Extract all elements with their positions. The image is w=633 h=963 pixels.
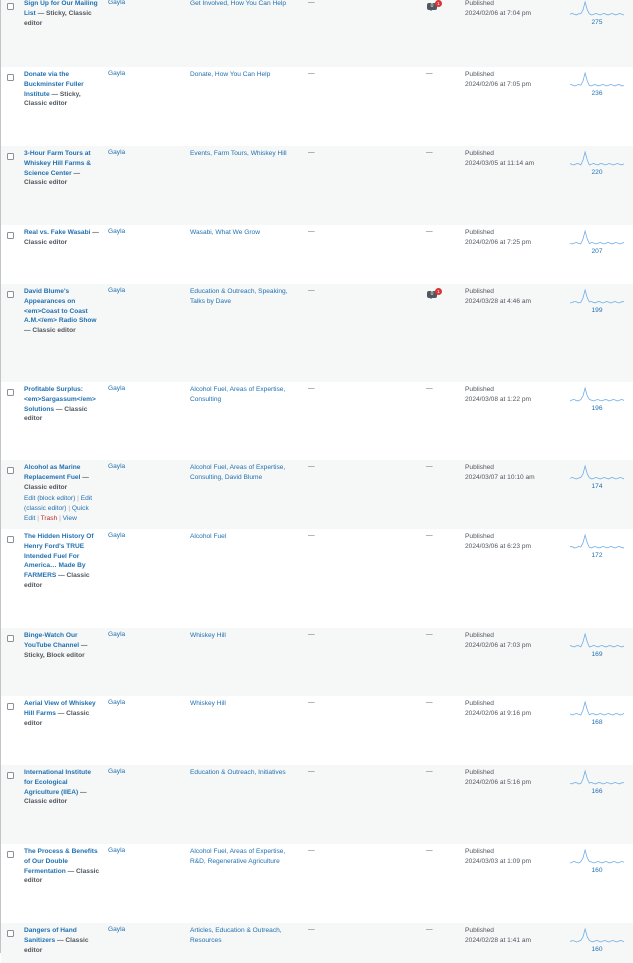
views-count-link[interactable]: 169 xyxy=(591,651,603,658)
pending-comments-badge[interactable]: 1 xyxy=(435,288,442,295)
trash-link[interactable]: Trash xyxy=(40,515,58,523)
row-checkbox[interactable] xyxy=(7,467,14,474)
views-count-link[interactable]: 160 xyxy=(591,867,603,874)
table-row xyxy=(1,225,633,284)
table-row xyxy=(1,460,633,529)
post-date: 2024/02/06 at 9:16 pm xyxy=(465,709,531,717)
post-status: Published xyxy=(465,632,494,639)
post-date: 2024/02/06 at 7:04 pm xyxy=(465,9,531,17)
sparkline-line xyxy=(570,466,624,479)
post-state: — Sticky, Classic editor xyxy=(24,90,81,108)
table-row xyxy=(1,146,633,225)
tags-cell: — xyxy=(308,0,315,6)
post-status: Published xyxy=(465,848,494,855)
table-row xyxy=(1,696,633,765)
post-state: — Classic editor xyxy=(24,572,90,589)
date-cell xyxy=(465,70,531,90)
author-link[interactable]: Gayla xyxy=(108,0,126,6)
author-link[interactable]: Gayla xyxy=(108,463,126,470)
views-sparkline-icon xyxy=(570,0,624,18)
comments-cell: — xyxy=(426,847,433,854)
comments-cell: — xyxy=(426,463,433,470)
edit-block-editor-link[interactable]: Edit (block editor) xyxy=(24,495,76,503)
post-status: Published xyxy=(465,150,494,157)
categories-cell[interactable]: Whiskey Hill xyxy=(190,700,226,707)
categories-cell[interactable]: Articles, Education & Outreach, Resources xyxy=(190,927,282,944)
author-link[interactable]: Gayla xyxy=(108,699,126,706)
sparkline-line xyxy=(570,702,624,715)
comments-cell: — xyxy=(426,926,433,933)
date-cell xyxy=(465,532,531,552)
table-row xyxy=(1,67,633,146)
views-cell[interactable] xyxy=(570,288,624,314)
views-sparkline-icon xyxy=(570,71,624,89)
comments-cell: — xyxy=(426,631,433,638)
date-cell xyxy=(465,228,531,248)
sparkline-line xyxy=(570,2,624,15)
row-checkbox[interactable] xyxy=(7,930,14,937)
post-date: 2024/02/06 at 7:05 pm xyxy=(465,80,531,88)
row-checkbox[interactable] xyxy=(7,153,14,160)
author-link[interactable]: Gayla xyxy=(108,385,126,392)
views-cell[interactable] xyxy=(570,848,624,874)
tags-cell: — xyxy=(308,532,315,539)
post-title-cell xyxy=(24,385,100,424)
views-cell[interactable] xyxy=(570,632,624,658)
author-link[interactable]: Gayla xyxy=(108,70,126,77)
post-title-link[interactable]: Dangers of Hand Sanitizers xyxy=(24,927,77,944)
date-cell xyxy=(465,287,531,307)
post-date: 2024/03/05 at 11:14 am xyxy=(465,159,535,167)
views-cell[interactable] xyxy=(570,229,624,255)
views-cell[interactable] xyxy=(570,769,624,795)
categories-cell[interactable]: Get Involved, How You Can Help xyxy=(190,0,287,7)
post-title-cell xyxy=(24,463,100,524)
categories-cell[interactable]: Whiskey Hill xyxy=(190,632,226,639)
views-sparkline-icon xyxy=(570,927,624,945)
row-actions xyxy=(24,494,100,524)
post-title-link[interactable]: Alcohol as Marine Replacement Fuel xyxy=(24,464,81,481)
comments-cell: — xyxy=(426,385,433,392)
post-state: — Sticky, Block editor xyxy=(24,641,88,659)
tags-cell: — xyxy=(308,699,315,706)
date-cell xyxy=(465,847,531,867)
post-state: — Classic editor xyxy=(24,405,88,423)
post-status: Published xyxy=(465,927,494,934)
views-count-link[interactable]: 168 xyxy=(591,719,603,726)
categories-cell[interactable]: Donate, How You Can Help xyxy=(190,71,271,78)
tags-cell: — xyxy=(308,847,315,854)
sparkline-line xyxy=(570,290,624,303)
date-cell xyxy=(465,768,531,788)
views-sparkline-icon xyxy=(570,848,624,866)
categories-cell[interactable]: Alcohol Fuel, Areas of Expertise, Consulting xyxy=(190,386,286,403)
post-title-cell xyxy=(24,926,100,955)
post-title-link[interactable]: Profitable Surplus: <em>Sargassum</em> Solutions xyxy=(24,386,96,413)
views-count-link[interactable]: 236 xyxy=(591,90,603,97)
pending-comments-badge[interactable]: 1 xyxy=(435,0,442,7)
row-checkbox[interactable] xyxy=(7,74,14,81)
sparkline-line xyxy=(570,231,624,244)
post-state: — Classic editor xyxy=(24,867,100,885)
date-cell xyxy=(465,699,531,719)
post-status: Published xyxy=(465,769,494,776)
date-cell xyxy=(465,631,531,651)
post-state: — Classic editor xyxy=(24,709,90,727)
bubble-tail xyxy=(429,9,433,11)
post-date: 2024/03/28 at 4:46 am xyxy=(465,297,531,305)
post-title-cell xyxy=(24,631,100,660)
post-title-cell xyxy=(24,532,100,591)
post-state: — Classic editor xyxy=(24,169,81,187)
post-status: Published xyxy=(465,71,494,78)
author-link[interactable]: Gayla xyxy=(108,287,126,294)
post-status: Published xyxy=(465,464,494,471)
row-checkbox[interactable] xyxy=(7,291,14,298)
sparkline-line xyxy=(570,152,624,165)
post-title-link[interactable]: Donate via the Buckminster Fuller Institute xyxy=(24,71,84,98)
views-sparkline-icon xyxy=(570,632,624,650)
edit-classic-editor-link[interactable]: Edit (classic editor) xyxy=(24,495,93,513)
views-sparkline-icon xyxy=(570,288,624,306)
categories-cell[interactable]: Events, Farm Tours, Whiskey Hill xyxy=(190,150,287,157)
date-cell xyxy=(465,149,534,169)
approved-comments-count: 0 xyxy=(427,3,437,10)
date-cell xyxy=(465,0,531,19)
row-checkbox[interactable] xyxy=(7,703,14,710)
views-count-link[interactable]: 275 xyxy=(591,19,603,26)
table-row xyxy=(1,765,633,844)
post-state: — Sticky, Classic editor xyxy=(24,9,92,27)
action-separator: | xyxy=(57,515,63,523)
post-status: Published xyxy=(465,229,494,236)
post-status: Published xyxy=(465,0,494,7)
sparkline-line xyxy=(570,634,624,647)
views-cell[interactable] xyxy=(570,71,624,97)
views-sparkline-icon xyxy=(570,229,624,247)
post-title-cell xyxy=(24,70,100,109)
views-count-link[interactable]: 196 xyxy=(591,405,603,412)
post-title-link[interactable]: Sign Up for Our Mailing List xyxy=(24,0,98,17)
views-count-link[interactable]: 166 xyxy=(591,788,603,795)
tags-cell: — xyxy=(308,385,315,392)
post-title-link[interactable]: The Process & Benefits of Our Double Fermentation xyxy=(24,848,98,875)
post-title-cell xyxy=(24,0,100,28)
tags-cell: — xyxy=(308,287,315,294)
categories-cell[interactable]: Alcohol Fuel, Areas of Expertise, R&D, Regenerative Agriculture xyxy=(190,848,286,865)
table-row xyxy=(1,0,633,67)
table-row xyxy=(1,923,633,963)
categories-cell[interactable]: Wasabi, What We Grow xyxy=(190,229,260,236)
tags-cell: — xyxy=(308,631,315,638)
views-cell[interactable] xyxy=(570,533,624,559)
post-date: 2024/03/08 at 1:22 pm xyxy=(465,395,531,403)
post-status: Published xyxy=(465,533,494,540)
row-checkbox[interactable] xyxy=(7,389,14,396)
post-state: — Classic editor xyxy=(24,327,76,335)
views-sparkline-icon xyxy=(570,700,624,718)
action-separator: | xyxy=(66,505,72,513)
post-title-cell xyxy=(24,287,100,336)
post-title-link[interactable]: 3-Hour Farm Tours at Whiskey Hill Farms & Science Center xyxy=(24,150,92,177)
bubble-tail xyxy=(429,297,433,299)
table-row xyxy=(1,628,633,696)
tags-cell: — xyxy=(308,228,315,235)
comments-cell: — xyxy=(426,228,433,235)
tags-cell: — xyxy=(308,70,315,77)
post-state: — Classic editor xyxy=(24,788,87,806)
categories-cell[interactable]: Education & Outreach, Initiatives xyxy=(190,769,286,776)
tags-cell: — xyxy=(308,768,315,775)
post-title-cell xyxy=(24,699,100,728)
views-count-link[interactable]: 199 xyxy=(591,307,603,314)
views-sparkline-icon xyxy=(570,533,624,551)
author-link[interactable]: Gayla xyxy=(108,768,126,775)
post-title-cell xyxy=(24,768,100,807)
post-title-link[interactable]: Real vs. Fake Wasabi xyxy=(24,229,91,236)
quick-edit-link[interactable]: Quick Edit xyxy=(24,505,89,523)
tags-cell: — xyxy=(308,149,315,156)
author-link[interactable]: Gayla xyxy=(108,847,126,854)
post-title-cell xyxy=(24,228,100,248)
views-count-link[interactable]: 174 xyxy=(591,483,603,490)
date-cell xyxy=(465,385,531,405)
table-row xyxy=(1,284,633,382)
post-date: 2024/02/28 at 1:41 am xyxy=(465,936,531,944)
views-cell[interactable] xyxy=(570,150,624,176)
categories-cell[interactable]: Alcohol Fuel, Areas of Expertise, Consulting, David Blume xyxy=(190,464,286,481)
views-sparkline-icon xyxy=(570,386,624,404)
comments-cell: — xyxy=(426,70,433,77)
post-title-link[interactable]: Binge-Watch Our YouTube Channel xyxy=(24,632,80,649)
row-checkbox[interactable] xyxy=(7,536,14,543)
views-sparkline-icon xyxy=(570,150,624,168)
date-cell xyxy=(465,926,531,946)
categories-cell[interactable]: Alcohol Fuel xyxy=(190,533,227,540)
post-title-link[interactable]: International Institute for Ecological Agriculture (IIEA) xyxy=(24,769,92,796)
comments-cell: — xyxy=(426,532,433,539)
views-count-link[interactable]: 160 xyxy=(591,946,603,953)
author-link[interactable]: Gayla xyxy=(108,532,126,539)
sparkline-line xyxy=(570,771,624,784)
views-count-link[interactable]: 172 xyxy=(591,552,603,559)
post-title-cell xyxy=(24,847,100,886)
post-title-link[interactable]: Aerial View of Whiskey Hill Farms xyxy=(24,700,96,717)
post-date: 2024/02/06 at 7:25 pm xyxy=(465,238,531,246)
categories-cell[interactable]: Education & Outreach, Speaking, Talks by Dave xyxy=(190,288,288,305)
approved-comments-count: 0 xyxy=(427,291,437,298)
sparkline-line xyxy=(570,388,624,401)
author-link[interactable]: Gayla xyxy=(108,926,126,933)
post-state: — Classic editor xyxy=(24,936,89,954)
views-count-link[interactable]: 207 xyxy=(591,248,603,255)
tags-cell: — xyxy=(308,463,315,470)
views-cell[interactable] xyxy=(570,464,624,490)
author-link[interactable]: Gayla xyxy=(108,149,126,156)
table-row xyxy=(1,529,633,628)
post-status: Published xyxy=(465,700,494,707)
post-state: — Classic editor xyxy=(24,229,99,246)
row-checkbox[interactable] xyxy=(7,232,14,239)
post-date: 2024/03/07 at 10:10 am xyxy=(465,473,535,481)
table-row xyxy=(1,382,633,460)
action-separator: | xyxy=(75,495,81,503)
post-title-link[interactable]: David Blume's Appearances on <em>Coast to Coast A.M.</em> Radio Show xyxy=(24,288,97,325)
sparkline-line xyxy=(570,73,624,86)
comments-cell: — xyxy=(426,768,433,775)
views-count-link[interactable]: 220 xyxy=(591,169,603,176)
table-row xyxy=(1,844,633,923)
views-cell[interactable] xyxy=(570,700,624,726)
comment-bubble-icon[interactable] xyxy=(427,2,438,11)
post-date: 2024/02/06 at 7:03 pm xyxy=(465,641,531,649)
sparkline-line xyxy=(570,535,624,548)
views-sparkline-icon xyxy=(570,769,624,787)
tags-cell: — xyxy=(308,926,315,933)
post-status: Published xyxy=(465,288,494,295)
post-title-cell xyxy=(24,149,100,188)
post-date: 2024/02/06 at 5:16 pm xyxy=(465,778,531,786)
views-cell[interactable] xyxy=(570,927,624,953)
row-checkbox[interactable] xyxy=(7,851,14,858)
row-checkbox[interactable] xyxy=(7,772,14,779)
row-checkbox[interactable] xyxy=(7,635,14,642)
views-sparkline-icon xyxy=(570,464,624,482)
post-state: — Classic editor xyxy=(24,473,89,491)
row-checkbox[interactable] xyxy=(7,3,14,10)
author-link[interactable]: Gayla xyxy=(108,631,126,638)
views-cell[interactable] xyxy=(570,386,624,412)
action-separator: | xyxy=(35,515,41,523)
comment-bubble-icon[interactable] xyxy=(427,290,438,299)
view-link[interactable]: View xyxy=(62,515,77,523)
views-cell[interactable] xyxy=(570,0,624,26)
sparkline-line xyxy=(570,850,624,863)
author-link[interactable]: Gayla xyxy=(108,228,126,235)
comments-cell: — xyxy=(426,149,433,156)
post-date: 2024/03/03 at 1:09 pm xyxy=(465,857,531,865)
sparkline-line xyxy=(570,929,624,942)
post-status: Published xyxy=(465,386,494,393)
comments-cell: — xyxy=(426,699,433,706)
post-date: 2024/03/06 at 6:23 pm xyxy=(465,542,531,550)
date-cell xyxy=(465,463,535,483)
post-title-link[interactable]: The Hidden History Of Henry Ford's TRUE Intended Fuel For America… Made By FARMERS xyxy=(24,533,94,580)
